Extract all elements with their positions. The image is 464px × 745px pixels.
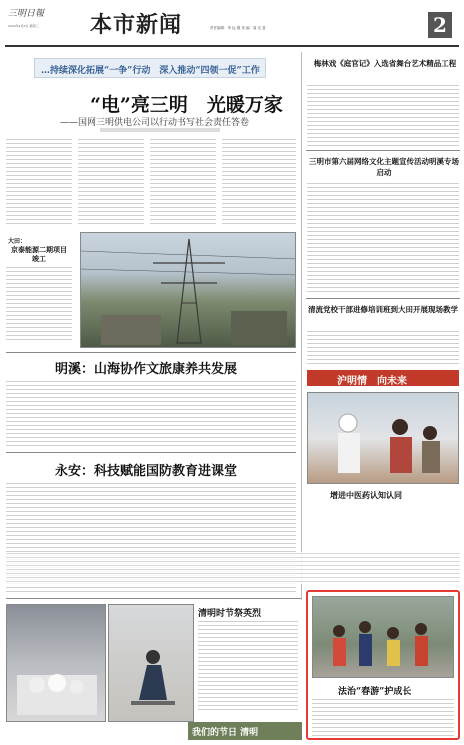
right-story1-title-text: 梅林戏《庭官记》入选省舞台艺术精品工程 <box>313 59 457 68</box>
right-story3-title-text: 清流党校干部进修培训班到大田开展现场教学 <box>308 305 458 314</box>
brief-body <box>6 266 72 340</box>
main-story-title: “电”亮三明 光暖万家 <box>90 94 283 116</box>
newspaper-logo: 三明日報 <box>8 9 45 19</box>
person-bowing-illustration <box>109 605 194 722</box>
medical-photo <box>307 392 459 484</box>
law-education-photo <box>312 596 454 678</box>
highlight-story-body <box>312 698 454 736</box>
text-col-4 <box>222 138 296 226</box>
divider-yongan <box>6 452 296 453</box>
memorial-photo <box>6 604 106 722</box>
right-story1-body <box>307 84 459 146</box>
qingming-title: 清明时节祭英烈 <box>198 609 262 619</box>
mingxi-body <box>6 380 296 446</box>
brief-kicker: 大田： <box>8 238 27 245</box>
divider-right-3 <box>306 298 460 299</box>
mingxi-title: 明溪：山海协作文旅康养共发展 <box>55 362 238 377</box>
right-story3-body <box>307 330 459 364</box>
children-group-illustration <box>313 597 454 678</box>
brief-title: 京泰能源二期项目竣工 <box>11 245 67 263</box>
power-tower-photo <box>80 232 296 348</box>
highlight-story-title: 法治“春游”护成长 <box>338 687 412 697</box>
text-col-2 <box>78 138 144 226</box>
main-story-subtitle: ——国网三明供电公司以行动书写社会责任答卷 <box>60 118 250 128</box>
memorial-illustration <box>7 605 106 722</box>
yongan-title: 永安：科技赋能国防教育进课堂 <box>55 464 238 479</box>
right-story2-title-text: 三明市第六届网络文化主题宣传活动明溪专场启动 <box>309 157 459 177</box>
masthead-rule <box>5 45 459 47</box>
divider-right-2 <box>306 150 460 151</box>
right-story2-title <box>308 156 460 178</box>
footer-text: 我们的节日 清明 <box>192 728 259 738</box>
medical-caption-body <box>6 552 460 584</box>
right-story1-title <box>310 58 460 69</box>
main-story-body <box>6 138 296 226</box>
page-number-box <box>428 12 452 38</box>
campaign-banner <box>34 58 266 78</box>
promo-ad-strip <box>307 370 459 386</box>
section-title: 本市新闻 <box>90 12 183 38</box>
text-col-1 <box>6 138 72 226</box>
tower-illustration <box>81 233 296 348</box>
right-story2-body <box>307 182 459 292</box>
tribute-photo <box>108 604 194 722</box>
banner-text: …持续深化拓展“一争”行动 深入推动“四领一促”工作 <box>41 66 260 76</box>
page-number: 2 <box>433 13 447 37</box>
date-line: 2020年4月8日 星期三 <box>8 24 39 28</box>
students-illustration <box>308 393 459 484</box>
medical-caption-title: 增进中医药认知认同 <box>330 490 402 500</box>
festival-footer <box>188 722 302 740</box>
column-divider <box>301 52 302 600</box>
qingming-body <box>198 620 298 712</box>
masthead <box>0 0 464 44</box>
divider-mingxi <box>6 352 296 353</box>
main-story-byline <box>100 128 220 132</box>
right-story3-title <box>308 304 458 315</box>
text-col-3 <box>150 138 216 226</box>
divider-qingming <box>6 598 302 599</box>
left-brief <box>6 232 72 342</box>
editors-line: 责任编辑：李 远 刚 美 编：周 光 富 <box>210 26 266 30</box>
highlight-story-box[interactable] <box>306 590 460 740</box>
promo-ad-text: 沪明情 向未来 <box>337 376 407 387</box>
